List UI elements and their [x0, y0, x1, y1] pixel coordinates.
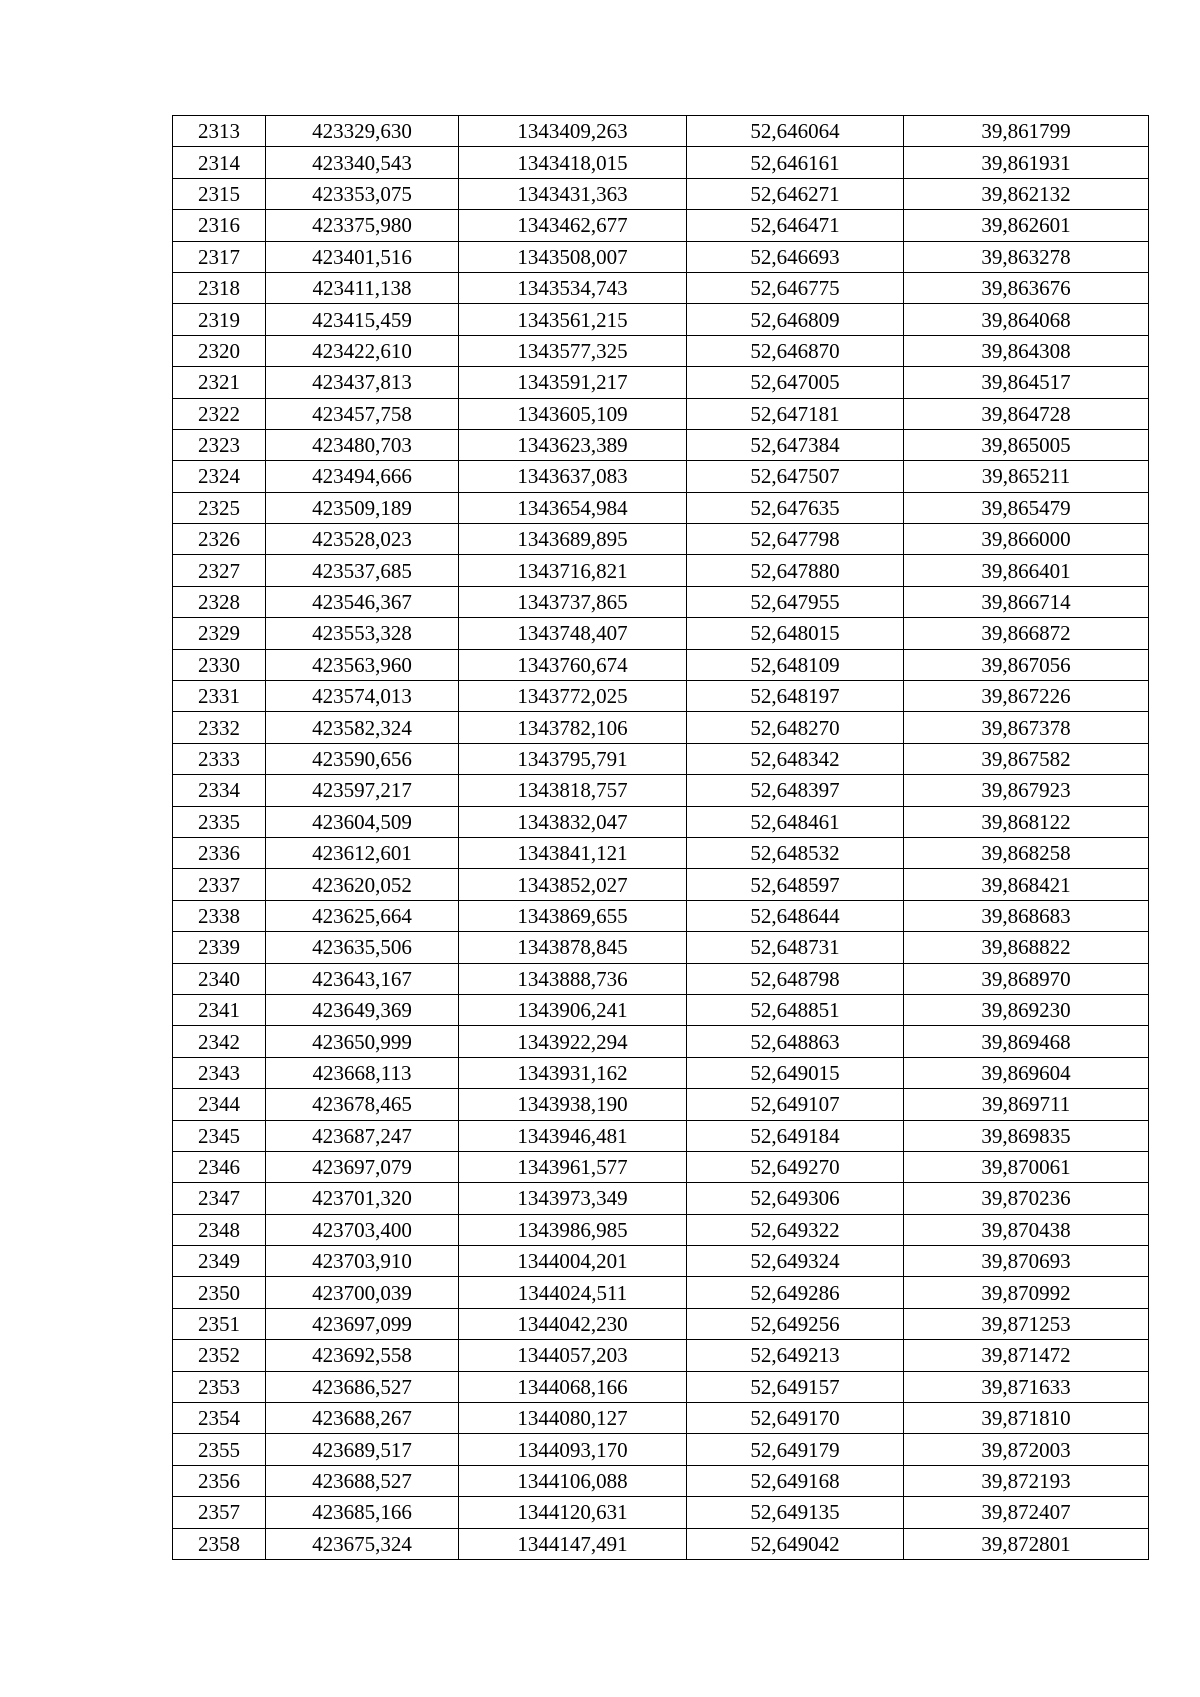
table-row: [173, 241, 1149, 272]
table-row: [173, 1528, 1149, 1559]
table-row: [173, 1371, 1149, 1402]
table-row: [173, 1434, 1149, 1465]
latitude-cell: 52,649135: [687, 1497, 904, 1528]
y-coordinate-cell: 1343577,325: [459, 335, 687, 366]
y-coordinate-cell: 1343832,047: [459, 806, 687, 837]
point-number-cell: 2338: [173, 900, 266, 931]
latitude-cell: 52,646271: [687, 178, 904, 209]
point-number-cell: 2315: [173, 178, 266, 209]
x-coordinate-cell: 423457,758: [266, 398, 459, 429]
latitude-cell: 52,647507: [687, 461, 904, 492]
longitude-cell: 39,871633: [904, 1371, 1149, 1402]
point-number-cell: 2334: [173, 775, 266, 806]
x-coordinate-cell: 423411,138: [266, 272, 459, 303]
longitude-cell: 39,872407: [904, 1497, 1149, 1528]
point-number-cell: 2349: [173, 1246, 266, 1277]
y-coordinate-cell: 1343852,027: [459, 869, 687, 900]
point-number-cell: 2340: [173, 963, 266, 994]
point-number-cell: 2317: [173, 241, 266, 272]
table-row: [173, 743, 1149, 774]
x-coordinate-cell: 423375,980: [266, 210, 459, 241]
longitude-cell: 39,864517: [904, 367, 1149, 398]
longitude-cell: 39,865005: [904, 429, 1149, 460]
x-coordinate-cell: 423688,527: [266, 1465, 459, 1496]
y-coordinate-cell: 1344106,088: [459, 1465, 687, 1496]
x-coordinate-cell: 423703,910: [266, 1246, 459, 1277]
longitude-cell: 39,861799: [904, 116, 1149, 147]
x-coordinate-cell: 423494,666: [266, 461, 459, 492]
point-number-cell: 2323: [173, 429, 266, 460]
x-coordinate-cell: 423582,324: [266, 712, 459, 743]
x-coordinate-cell: 423590,656: [266, 743, 459, 774]
table-row: [173, 304, 1149, 335]
y-coordinate-cell: 1343716,821: [459, 555, 687, 586]
table-row: [173, 932, 1149, 963]
latitude-cell: 52,646064: [687, 116, 904, 147]
point-number-cell: 2346: [173, 1151, 266, 1182]
x-coordinate-cell: 423422,610: [266, 335, 459, 366]
x-coordinate-cell: 423635,506: [266, 932, 459, 963]
point-number-cell: 2353: [173, 1371, 266, 1402]
x-coordinate-cell: 423668,113: [266, 1057, 459, 1088]
point-number-cell: 2313: [173, 116, 266, 147]
longitude-cell: 39,863676: [904, 272, 1149, 303]
point-number-cell: 2332: [173, 712, 266, 743]
x-coordinate-cell: 423415,459: [266, 304, 459, 335]
x-coordinate-cell: 423703,400: [266, 1214, 459, 1245]
latitude-cell: 52,649256: [687, 1308, 904, 1339]
table-row: [173, 1026, 1149, 1057]
x-coordinate-cell: 423688,267: [266, 1403, 459, 1434]
table-row: [173, 1151, 1149, 1182]
latitude-cell: 52,649270: [687, 1151, 904, 1182]
longitude-cell: 39,868421: [904, 869, 1149, 900]
latitude-cell: 52,647798: [687, 524, 904, 555]
point-number-cell: 2336: [173, 837, 266, 868]
latitude-cell: 52,648851: [687, 994, 904, 1025]
table-row: [173, 1183, 1149, 1214]
latitude-cell: 52,648397: [687, 775, 904, 806]
x-coordinate-cell: 423509,189: [266, 492, 459, 523]
longitude-cell: 39,869468: [904, 1026, 1149, 1057]
table-row: [173, 869, 1149, 900]
y-coordinate-cell: 1343623,389: [459, 429, 687, 460]
longitude-cell: 39,868822: [904, 932, 1149, 963]
latitude-cell: 52,647181: [687, 398, 904, 429]
table-row: [173, 775, 1149, 806]
table-row: [173, 837, 1149, 868]
longitude-cell: 39,867226: [904, 681, 1149, 712]
longitude-cell: 39,867923: [904, 775, 1149, 806]
y-coordinate-cell: 1343431,363: [459, 178, 687, 209]
table-row: [173, 900, 1149, 931]
y-coordinate-cell: 1343760,674: [459, 649, 687, 680]
latitude-cell: 52,649107: [687, 1089, 904, 1120]
latitude-cell: 52,648197: [687, 681, 904, 712]
longitude-cell: 39,872003: [904, 1434, 1149, 1465]
longitude-cell: 39,862601: [904, 210, 1149, 241]
y-coordinate-cell: 1344004,201: [459, 1246, 687, 1277]
latitude-cell: 52,648798: [687, 963, 904, 994]
table-row: [173, 429, 1149, 460]
y-coordinate-cell: 1343888,736: [459, 963, 687, 994]
table-row: [173, 1246, 1149, 1277]
longitude-cell: 39,864728: [904, 398, 1149, 429]
y-coordinate-cell: 1343637,083: [459, 461, 687, 492]
x-coordinate-cell: 423329,630: [266, 116, 459, 147]
longitude-cell: 39,867056: [904, 649, 1149, 680]
table-row: [173, 524, 1149, 555]
y-coordinate-cell: 1344080,127: [459, 1403, 687, 1434]
x-coordinate-cell: 423401,516: [266, 241, 459, 272]
y-coordinate-cell: 1343782,106: [459, 712, 687, 743]
table-row: [173, 461, 1149, 492]
x-coordinate-cell: 423685,166: [266, 1497, 459, 1528]
y-coordinate-cell: 1343561,215: [459, 304, 687, 335]
x-coordinate-cell: 423700,039: [266, 1277, 459, 1308]
point-number-cell: 2331: [173, 681, 266, 712]
table-row: [173, 1340, 1149, 1371]
coordinates-table-body: [173, 116, 1149, 1560]
latitude-cell: 52,648644: [687, 900, 904, 931]
y-coordinate-cell: 1343418,015: [459, 147, 687, 178]
y-coordinate-cell: 1344042,230: [459, 1308, 687, 1339]
y-coordinate-cell: 1343869,655: [459, 900, 687, 931]
latitude-cell: 52,648342: [687, 743, 904, 774]
latitude-cell: 52,648532: [687, 837, 904, 868]
table-row: [173, 649, 1149, 680]
y-coordinate-cell: 1344147,491: [459, 1528, 687, 1559]
longitude-cell: 39,871253: [904, 1308, 1149, 1339]
latitude-cell: 52,646161: [687, 147, 904, 178]
longitude-cell: 39,864308: [904, 335, 1149, 366]
table-row: [173, 1120, 1149, 1151]
point-number-cell: 2347: [173, 1183, 266, 1214]
y-coordinate-cell: 1343772,025: [459, 681, 687, 712]
y-coordinate-cell: 1343931,162: [459, 1057, 687, 1088]
y-coordinate-cell: 1343748,407: [459, 618, 687, 649]
point-number-cell: 2352: [173, 1340, 266, 1371]
y-coordinate-cell: 1344093,170: [459, 1434, 687, 1465]
longitude-cell: 39,869835: [904, 1120, 1149, 1151]
point-number-cell: 2356: [173, 1465, 266, 1496]
table-row: [173, 712, 1149, 743]
point-number-cell: 2358: [173, 1528, 266, 1559]
y-coordinate-cell: 1344120,631: [459, 1497, 687, 1528]
point-number-cell: 2322: [173, 398, 266, 429]
table-row: [173, 210, 1149, 241]
point-number-cell: 2354: [173, 1403, 266, 1434]
latitude-cell: 52,646471: [687, 210, 904, 241]
latitude-cell: 52,647005: [687, 367, 904, 398]
longitude-cell: 39,869711: [904, 1089, 1149, 1120]
coordinates-table: [172, 115, 1149, 1560]
x-coordinate-cell: 423604,509: [266, 806, 459, 837]
y-coordinate-cell: 1343795,791: [459, 743, 687, 774]
table-row: [173, 806, 1149, 837]
x-coordinate-cell: 423553,328: [266, 618, 459, 649]
table-row: [173, 367, 1149, 398]
latitude-cell: 52,648461: [687, 806, 904, 837]
latitude-cell: 52,649324: [687, 1246, 904, 1277]
point-number-cell: 2319: [173, 304, 266, 335]
longitude-cell: 39,863278: [904, 241, 1149, 272]
longitude-cell: 39,864068: [904, 304, 1149, 335]
latitude-cell: 52,647880: [687, 555, 904, 586]
x-coordinate-cell: 423437,813: [266, 367, 459, 398]
latitude-cell: 52,648109: [687, 649, 904, 680]
table-row: [173, 1308, 1149, 1339]
point-number-cell: 2345: [173, 1120, 266, 1151]
x-coordinate-cell: 423687,247: [266, 1120, 459, 1151]
table-row: [173, 1089, 1149, 1120]
point-number-cell: 2351: [173, 1308, 266, 1339]
x-coordinate-cell: 423620,052: [266, 869, 459, 900]
longitude-cell: 39,870061: [904, 1151, 1149, 1182]
longitude-cell: 39,870992: [904, 1277, 1149, 1308]
point-number-cell: 2344: [173, 1089, 266, 1120]
x-coordinate-cell: 423480,703: [266, 429, 459, 460]
latitude-cell: 52,648863: [687, 1026, 904, 1057]
y-coordinate-cell: 1343605,109: [459, 398, 687, 429]
table-row: [173, 178, 1149, 209]
point-number-cell: 2355: [173, 1434, 266, 1465]
y-coordinate-cell: 1343534,743: [459, 272, 687, 303]
longitude-cell: 39,867378: [904, 712, 1149, 743]
latitude-cell: 52,649213: [687, 1340, 904, 1371]
y-coordinate-cell: 1343737,865: [459, 586, 687, 617]
x-coordinate-cell: 423697,079: [266, 1151, 459, 1182]
x-coordinate-cell: 423649,369: [266, 994, 459, 1025]
longitude-cell: 39,865211: [904, 461, 1149, 492]
latitude-cell: 52,648015: [687, 618, 904, 649]
longitude-cell: 39,868122: [904, 806, 1149, 837]
table-row: [173, 1497, 1149, 1528]
point-number-cell: 2337: [173, 869, 266, 900]
latitude-cell: 52,648270: [687, 712, 904, 743]
longitude-cell: 39,868970: [904, 963, 1149, 994]
x-coordinate-cell: 423612,601: [266, 837, 459, 868]
x-coordinate-cell: 423686,527: [266, 1371, 459, 1402]
x-coordinate-cell: 423697,099: [266, 1308, 459, 1339]
longitude-cell: 39,861931: [904, 147, 1149, 178]
longitude-cell: 39,865479: [904, 492, 1149, 523]
x-coordinate-cell: 423546,367: [266, 586, 459, 617]
latitude-cell: 52,646870: [687, 335, 904, 366]
table-row: [173, 398, 1149, 429]
longitude-cell: 39,867582: [904, 743, 1149, 774]
y-coordinate-cell: 1344057,203: [459, 1340, 687, 1371]
latitude-cell: 52,648731: [687, 932, 904, 963]
point-number-cell: 2325: [173, 492, 266, 523]
y-coordinate-cell: 1343961,577: [459, 1151, 687, 1182]
x-coordinate-cell: 423563,960: [266, 649, 459, 680]
y-coordinate-cell: 1343818,757: [459, 775, 687, 806]
longitude-cell: 39,871472: [904, 1340, 1149, 1371]
latitude-cell: 52,647955: [687, 586, 904, 617]
table-row: [173, 1214, 1149, 1245]
x-coordinate-cell: 423597,217: [266, 775, 459, 806]
y-coordinate-cell: 1343508,007: [459, 241, 687, 272]
point-number-cell: 2348: [173, 1214, 266, 1245]
table-row: [173, 272, 1149, 303]
point-number-cell: 2341: [173, 994, 266, 1025]
point-number-cell: 2314: [173, 147, 266, 178]
y-coordinate-cell: 1343906,241: [459, 994, 687, 1025]
y-coordinate-cell: 1343938,190: [459, 1089, 687, 1120]
point-number-cell: 2329: [173, 618, 266, 649]
table-row: [173, 963, 1149, 994]
latitude-cell: 52,649168: [687, 1465, 904, 1496]
latitude-cell: 52,649322: [687, 1214, 904, 1245]
latitude-cell: 52,649042: [687, 1528, 904, 1559]
y-coordinate-cell: 1343946,481: [459, 1120, 687, 1151]
point-number-cell: 2320: [173, 335, 266, 366]
table-row: [173, 994, 1149, 1025]
longitude-cell: 39,870236: [904, 1183, 1149, 1214]
longitude-cell: 39,872801: [904, 1528, 1149, 1559]
x-coordinate-cell: 423650,999: [266, 1026, 459, 1057]
latitude-cell: 52,648597: [687, 869, 904, 900]
latitude-cell: 52,649184: [687, 1120, 904, 1151]
point-number-cell: 2324: [173, 461, 266, 492]
longitude-cell: 39,871810: [904, 1403, 1149, 1434]
y-coordinate-cell: 1343409,263: [459, 116, 687, 147]
table-row: [173, 147, 1149, 178]
longitude-cell: 39,872193: [904, 1465, 1149, 1496]
longitude-cell: 39,869604: [904, 1057, 1149, 1088]
y-coordinate-cell: 1343462,677: [459, 210, 687, 241]
latitude-cell: 52,649306: [687, 1183, 904, 1214]
latitude-cell: 52,646693: [687, 241, 904, 272]
y-coordinate-cell: 1343986,985: [459, 1214, 687, 1245]
y-coordinate-cell: 1344068,166: [459, 1371, 687, 1402]
point-number-cell: 2342: [173, 1026, 266, 1057]
point-number-cell: 2339: [173, 932, 266, 963]
point-number-cell: 2333: [173, 743, 266, 774]
x-coordinate-cell: 423625,664: [266, 900, 459, 931]
y-coordinate-cell: 1343973,349: [459, 1183, 687, 1214]
table-row: [173, 335, 1149, 366]
point-number-cell: 2326: [173, 524, 266, 555]
latitude-cell: 52,649157: [687, 1371, 904, 1402]
latitude-cell: 52,649179: [687, 1434, 904, 1465]
longitude-cell: 39,870693: [904, 1246, 1149, 1277]
table-row: [173, 618, 1149, 649]
point-number-cell: 2335: [173, 806, 266, 837]
y-coordinate-cell: 1344024,511: [459, 1277, 687, 1308]
longitude-cell: 39,866872: [904, 618, 1149, 649]
table-row: [173, 586, 1149, 617]
point-number-cell: 2350: [173, 1277, 266, 1308]
table-row: [173, 492, 1149, 523]
x-coordinate-cell: 423353,075: [266, 178, 459, 209]
x-coordinate-cell: 423701,320: [266, 1183, 459, 1214]
latitude-cell: 52,649015: [687, 1057, 904, 1088]
y-coordinate-cell: 1343654,984: [459, 492, 687, 523]
longitude-cell: 39,866000: [904, 524, 1149, 555]
longitude-cell: 39,866714: [904, 586, 1149, 617]
longitude-cell: 39,870438: [904, 1214, 1149, 1245]
longitude-cell: 39,862132: [904, 178, 1149, 209]
latitude-cell: 52,647384: [687, 429, 904, 460]
x-coordinate-cell: 423692,558: [266, 1340, 459, 1371]
latitude-cell: 52,647635: [687, 492, 904, 523]
y-coordinate-cell: 1343591,217: [459, 367, 687, 398]
table-row: [173, 1403, 1149, 1434]
table-row: [173, 681, 1149, 712]
x-coordinate-cell: 423643,167: [266, 963, 459, 994]
x-coordinate-cell: 423537,685: [266, 555, 459, 586]
table-row: [173, 1465, 1149, 1496]
point-number-cell: 2328: [173, 586, 266, 617]
latitude-cell: 52,649286: [687, 1277, 904, 1308]
table-row: [173, 116, 1149, 147]
x-coordinate-cell: 423574,013: [266, 681, 459, 712]
table-row: [173, 1057, 1149, 1088]
y-coordinate-cell: 1343841,121: [459, 837, 687, 868]
table-row: [173, 555, 1149, 586]
point-number-cell: 2321: [173, 367, 266, 398]
longitude-cell: 39,869230: [904, 994, 1149, 1025]
y-coordinate-cell: 1343922,294: [459, 1026, 687, 1057]
x-coordinate-cell: 423675,324: [266, 1528, 459, 1559]
x-coordinate-cell: 423689,517: [266, 1434, 459, 1465]
point-number-cell: 2357: [173, 1497, 266, 1528]
y-coordinate-cell: 1343689,895: [459, 524, 687, 555]
y-coordinate-cell: 1343878,845: [459, 932, 687, 963]
table-row: [173, 1277, 1149, 1308]
latitude-cell: 52,649170: [687, 1403, 904, 1434]
point-number-cell: 2330: [173, 649, 266, 680]
longitude-cell: 39,868683: [904, 900, 1149, 931]
longitude-cell: 39,866401: [904, 555, 1149, 586]
point-number-cell: 2316: [173, 210, 266, 241]
longitude-cell: 39,868258: [904, 837, 1149, 868]
latitude-cell: 52,646809: [687, 304, 904, 335]
x-coordinate-cell: 423678,465: [266, 1089, 459, 1120]
point-number-cell: 2327: [173, 555, 266, 586]
latitude-cell: 52,646775: [687, 272, 904, 303]
point-number-cell: 2318: [173, 272, 266, 303]
x-coordinate-cell: 423528,023: [266, 524, 459, 555]
point-number-cell: 2343: [173, 1057, 266, 1088]
x-coordinate-cell: 423340,543: [266, 147, 459, 178]
